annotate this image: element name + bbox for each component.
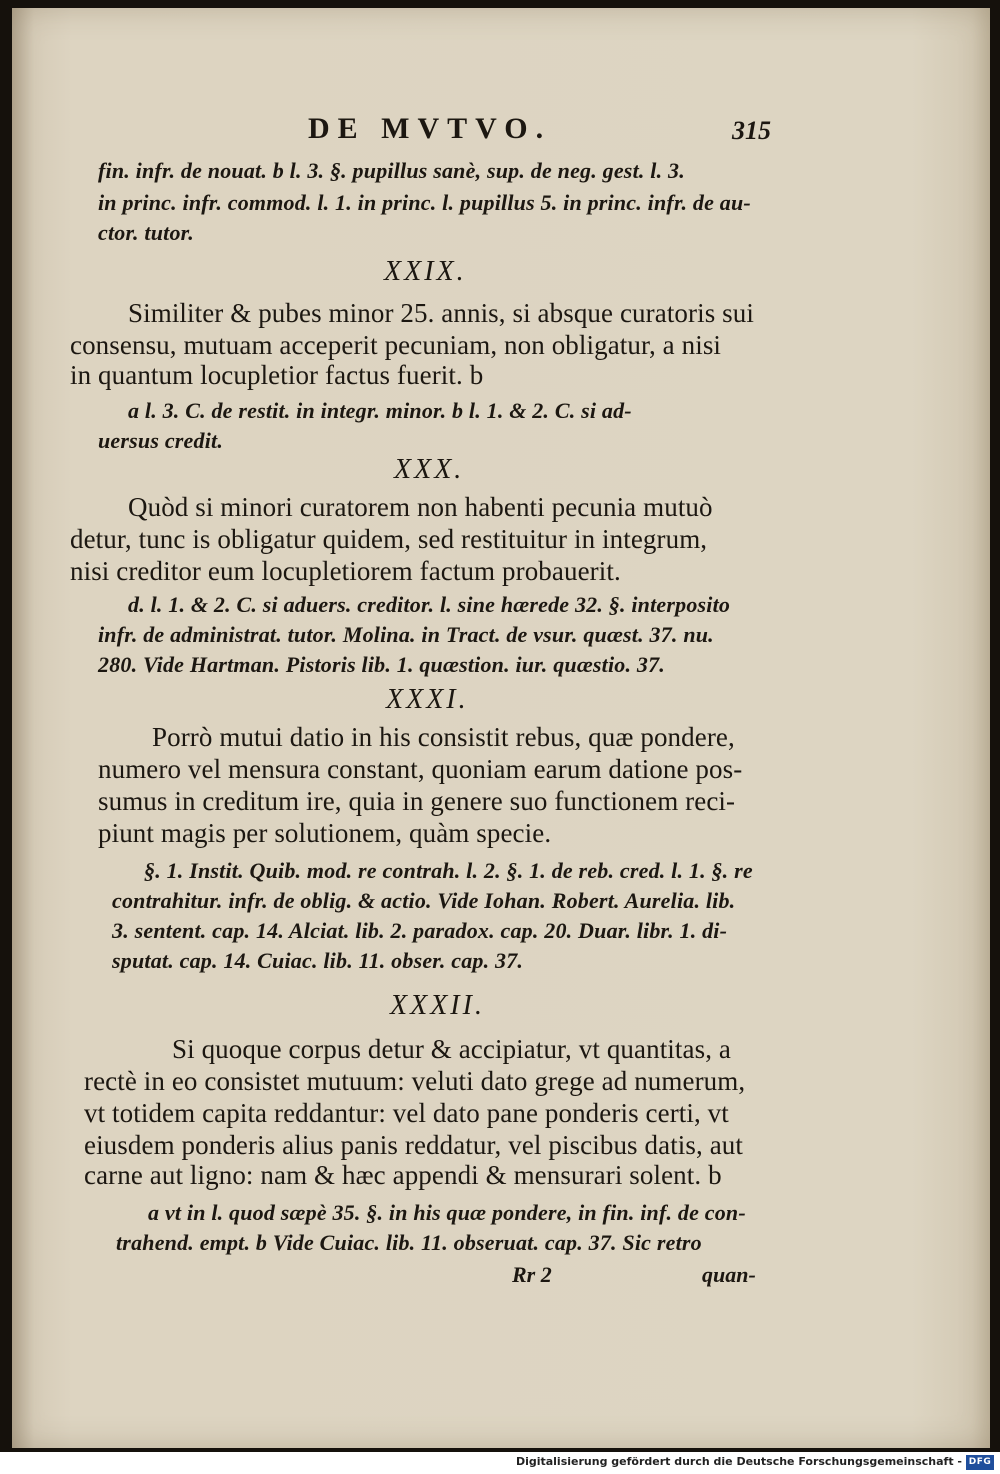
paragraph-line: vt totidem capita reddantur: vel dato pane ponderis certi, vt xyxy=(84,1098,729,1128)
footnote-line: uersus credit. xyxy=(98,428,224,453)
paragraph-line: detur, tunc is obligatur quidem, sed restituitur in integrum, xyxy=(70,524,708,554)
running-header: DE MVTVO. xyxy=(308,112,552,145)
paragraph-line: in quantum locupletior factus fuerit. b xyxy=(70,360,484,390)
paragraph-line: numero vel mensura constant, quoniam earum datione pos- xyxy=(98,754,743,784)
signature-mark: Rr 2 xyxy=(512,1262,552,1287)
footnote-line: a l. 3. C. de restit. in integr. minor. b l. 1. & 2. C. si ad- xyxy=(128,398,632,423)
page-number: 315 xyxy=(732,116,771,145)
paragraph-line: rectè in eo consistet mutuum: veluti dato grege ad numerum, xyxy=(84,1066,746,1096)
footnote-line: trahend. empt. b Vide Cuiac. lib. 11. obseruat. cap. 37. Sic retro xyxy=(116,1230,702,1255)
footnote-line: 280. Vide Hartman. Pistoris lib. 1. quæstion. iur. quæstio. 37. xyxy=(98,652,666,677)
footnote-line: ctor. tutor. xyxy=(98,220,194,245)
section-heading-31: XXXI. xyxy=(386,684,469,715)
paragraph-line: Porrò mutui datio in his consistit rebus, quæ pondere, xyxy=(152,722,735,752)
footnote-line: a vt in l. quod sæpè 35. §. in his quæ pondere, in fin. inf. de con- xyxy=(148,1200,746,1225)
section-heading-29: XXIX. xyxy=(384,256,467,287)
footnote-line: fin. infr. de nouat. b l. 3. §. pupillus sanè, sup. de neg. gest. l. 3. xyxy=(98,158,685,183)
book-page xyxy=(12,8,990,1448)
footnote-line: 3. sentent. cap. 14. Alciat. lib. 2. paradox. cap. 20. Duar. libr. 1. di- xyxy=(112,918,728,943)
footnote-line: sputat. cap. 14. Cuiac. lib. 11. obser. cap. 37. xyxy=(112,948,524,973)
footnote-line: §. 1. Instit. Quib. mod. re contrah. l. 2. §. 1. de reb. cred. l. 1. §. re xyxy=(144,858,753,883)
dfg-logo-icon: DFG xyxy=(966,1455,994,1470)
paragraph-line: Quòd si minori curatorem non habenti pecunia mutuò xyxy=(128,492,713,522)
section-heading-30: XXX. xyxy=(394,454,465,485)
paragraph-line: carne aut ligno: nam & hæc appendi & mensurari solent. b xyxy=(84,1160,722,1190)
paragraph-line: Si quoque corpus detur & accipiatur, vt quantitas, a xyxy=(172,1034,731,1064)
footer-bar xyxy=(0,1452,1000,1474)
paragraph-line: consensu, mutuam acceperit pecuniam, non obligatur, a nisi xyxy=(70,330,722,360)
footnote-line: contrahitur. infr. de oblig. & actio. Vide Iohan. Robert. Aurelia. lib. xyxy=(112,888,736,913)
paragraph-line: eiusdem ponderis alius panis reddatur, vel piscibus datis, aut xyxy=(84,1130,743,1160)
paragraph-line: sumus in creditum ire, quia in genere suo functionem reci- xyxy=(98,786,736,816)
footnote-line: in princ. infr. commod. l. 1. in princ. l. pupillus 5. in princ. infr. de au- xyxy=(98,190,751,215)
catchword: quan- xyxy=(702,1262,756,1287)
paragraph-line: Similiter & pubes minor 25. annis, si absque curatoris sui xyxy=(128,298,754,328)
section-heading-32: XXXII. xyxy=(390,990,485,1021)
paragraph-line: nisi creditor eum locupletiorem factum probauerit. xyxy=(70,556,621,586)
footnote-line: d. l. 1. & 2. C. si aduers. creditor. l. sine hærede 32. §. interposito xyxy=(128,592,731,617)
footnote-line: infr. de administrat. tutor. Molina. in Tract. de vsur. quæst. 37. nu. xyxy=(98,622,714,647)
funding-credit: Digitalisierung gefördert durch die Deutsche Forschungsgemeinschaft - xyxy=(515,1455,962,1468)
paragraph-line: piunt magis per solutionem, quàm specie. xyxy=(98,818,552,848)
